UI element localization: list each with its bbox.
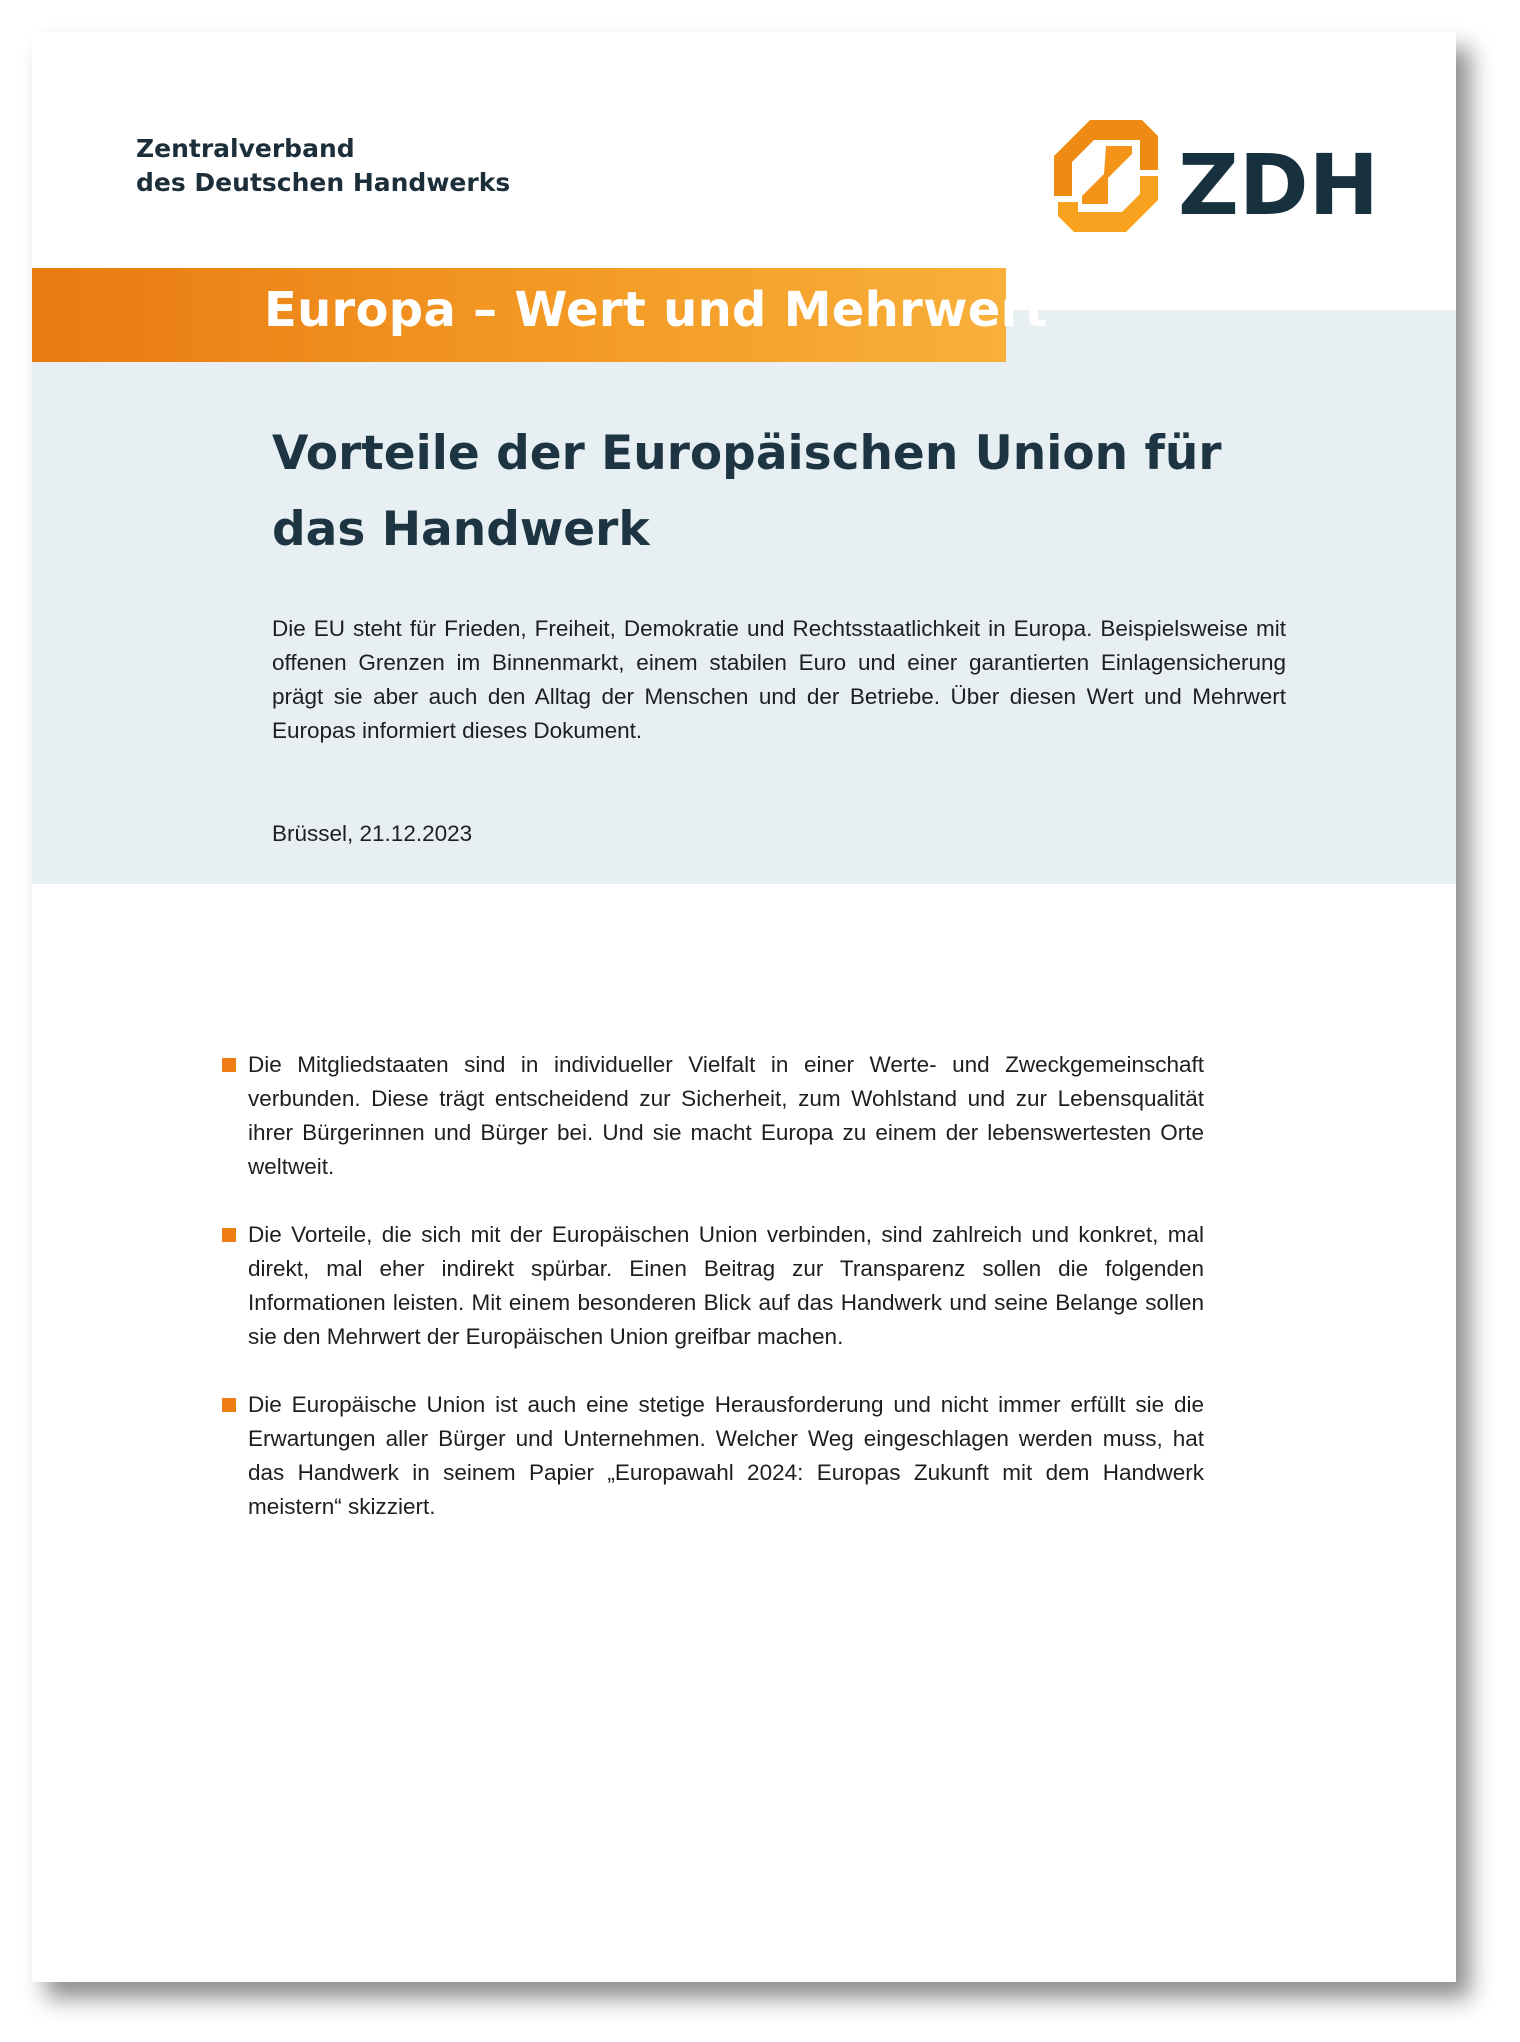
- banner: [32, 268, 1048, 362]
- bullet-list: [222, 1048, 1204, 1558]
- intro-paragraph: Die EU steht für Frieden, Freiheit, Demokratie und Rechtsstaatlichkeit in Europa. Beispielsweise mit offenen Grenzen im Binnenmarkt, einem stabilen Euro und einer garantierten Einlagensicherung prägt sie aber auch den Alltag der Menschen und der Betriebe. Über diesen Wert und Mehrwert Europas informiert dieses Dokument.: [272, 616, 1286, 743]
- banner-label: Europa – Wert und Mehrwert: [264, 282, 1048, 338]
- bullet-square-icon: [222, 1398, 236, 1412]
- organization-name-line2: des Deutschen Handwerks: [136, 168, 511, 197]
- date-line: Brüssel, 21.12.2023: [272, 821, 473, 846]
- document-title: Vorteile der Europäischen Union für das Handwerk: [272, 426, 1222, 557]
- list-item-text: Die Mitgliedstaaten sind in individueller Vielfalt in einer Werte- und Zweckgemeinschaft verbunden. Diese trägt entscheidend zur Sicherheit, zum Wohlstand und zur Lebensqualität ihrer Bürgerinnen und Bürger bei. Und sie macht Europa zu einem der lebenswertesten Orte weltweit.: [248, 1052, 1204, 1179]
- zdh-logo-icon: [1054, 120, 1158, 232]
- list-item-text: Die Europäische Union ist auch eine stetige Herausforderung und nicht immer erfüllt sie die Erwartungen aller Bürger und Unternehmen. Welcher Weg eingeschlagen werden muss, hat das Handwerk in seinem Papier „Europawahl 2024: Europas Zukunft mit dem Handwerk meistern“ skizziert.: [248, 1392, 1204, 1519]
- list-item: [222, 1218, 1204, 1354]
- organization-name-line1: Zentralverband: [136, 134, 355, 163]
- zdh-logo-text: ZDH: [1178, 136, 1379, 234]
- zdh-logo: [1050, 116, 1400, 236]
- bullet-square-icon: [222, 1228, 236, 1242]
- bullet-square-icon: [222, 1058, 236, 1072]
- header-band: [32, 310, 1456, 884]
- organization-name: [136, 132, 510, 200]
- list-item: [222, 1388, 1204, 1524]
- document-page: [32, 32, 1456, 1982]
- list-item-text: Die Vorteile, die sich mit der Europäischen Union verbinden, sind zahlreich und konkret, mal direkt, mal eher indirekt spürbar. Einen Beitrag zur Transparenz sollen die folgenden Informationen leisten. Mit einem besonderen Blick auf das Handwerk und seine Belange sollen sie den Mehrwert der Europäischen Union greifbar machen.: [248, 1222, 1204, 1349]
- list-item: [222, 1048, 1204, 1184]
